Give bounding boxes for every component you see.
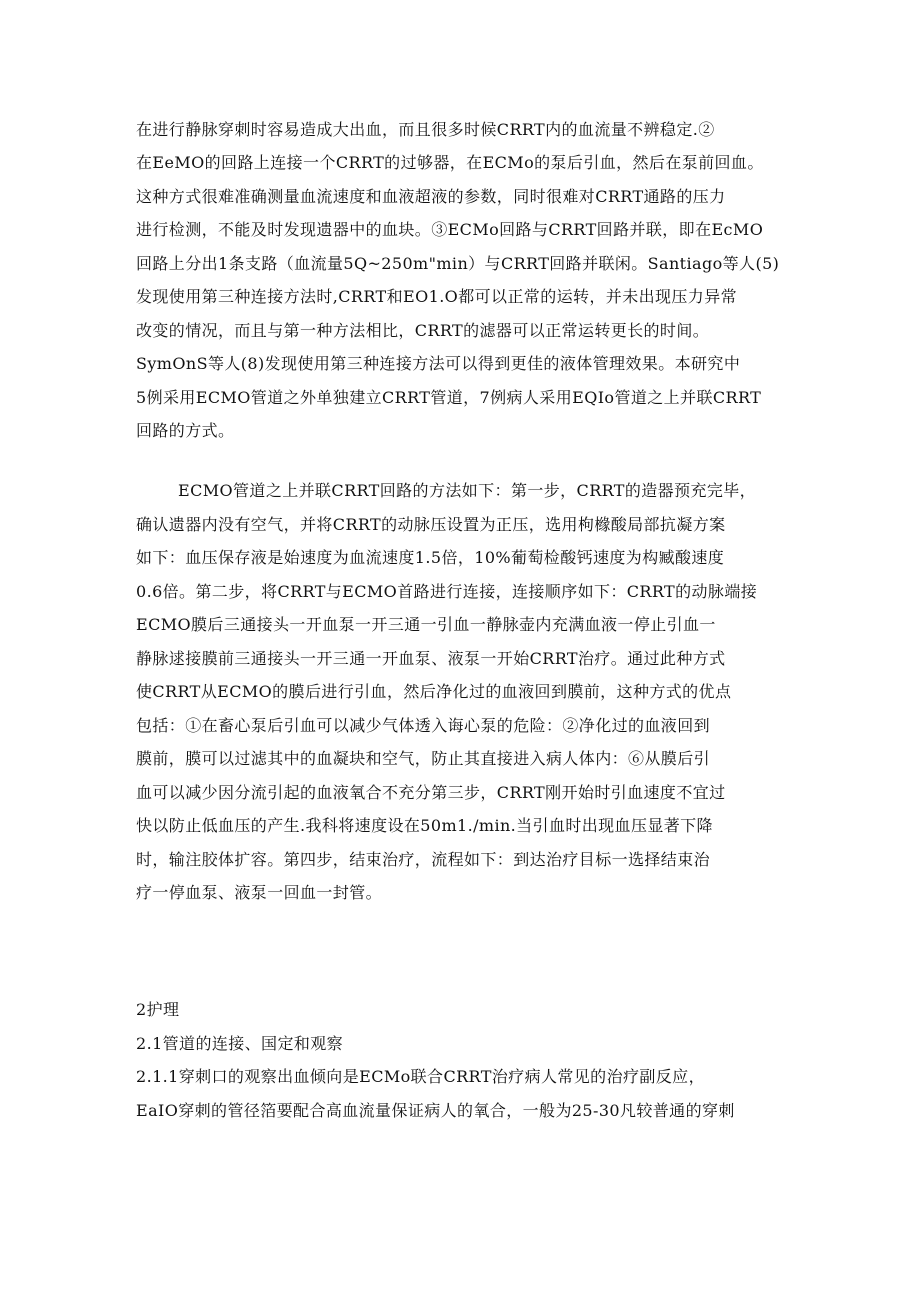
paragraph-1-line-6: 发现使用第三种连接方法时,CRRT和EO1.O都可以正常的运转，并未出现压力异常 [136,287,737,306]
paragraph-2-line-6: 静脉逑接膜前三通接头一开三通一开血泵、液泵一开始CRRT治疗。通过此种方式 [136,649,726,668]
paragraph-2-line-8: 包括：①在畜心泵后引血可以减少气体透入诲心泵的危险：②净化过的血液回到 [136,716,711,735]
paragraph-1-line-7: 改变的情况，而且与第一种方法相比，CRRT的滤器可以正常运转更长的时间。 [136,321,710,340]
paragraph-1-line-4: 进行检测，不能及时发现遗器中的血块。③ECMo回路与CRRT回路并联，即在EcMO [136,220,764,239]
paragraph-1-line-3: 这种方式很难准确测量血流速度和血液超液的参数，同时很难对CRRT通路的压力 [136,187,726,206]
paragraph-3-line-2: EaIO穿刺的管径箔要配合高血流量保证病人的氧合，一般为25-30凡较普通的穿刺 [136,1101,735,1120]
paragraph-2-line-12: 时，输注胶体扩容。第四步，结束治疗，流程如下：到达治疗目标一选择结束治 [136,850,711,869]
paragraph-3-line-1: 2.1.1穿刺口的观察出血倾向是ECMo联合CRRT治疗病人常见的治疗副反应， [136,1067,705,1086]
subsection-heading: 2.1管道的连接、国定和观察 [136,1034,344,1053]
paragraph-1-line-10: 回路的方式。 [136,421,235,440]
paragraph-1-line-1: 在进行静脉穿刺时容易造成大出血，而且很多时候CRRT内的血流量不辨稳定.② [136,120,715,139]
paragraph-1-line-5: 回路上分出1条支路（血流量5Q~250m"min）与CRRT回路并联闲。Santiago等人(5) [136,254,780,273]
paragraph-2-line-4: 0.6倍。第二步，将CRRT与ECMO首路进行连接，连接顺序如下：CRRT的动脉端接 [136,582,758,601]
section-heading: 2护理 [136,1000,180,1019]
paragraph-1-line-2: 在EeMO的回路上连接一个CRRT的过够器，在ECMo的泵后引血，然后在泵前回血。 [136,153,764,172]
paragraph-2-line-11: 快以防止低血压的产生.我科将速度设在50m1./min.当引血时出现血压显著下降 [136,816,713,835]
paragraph-2-line-10: 血可以减少因分流引起的血液氧合不充分第三步，CRRT刚开始时引血速度不宜过 [136,783,726,802]
paragraph-2-line-9: 膜前，膜可以过滤其中的血凝块和空气，防止其直接进入病人体内：⑥从膜后引 [136,749,711,768]
paragraph-2-line-5: ECMO膜后三通接头一开血泵一开三通一引血一静脉壶内充满血液一停止引血一 [136,615,716,634]
paragraph-1-line-8: SymOnS等人(8)发现使用第三种连接方法可以得到更佳的液体管理效果。本研究中 [136,354,741,373]
paragraph-2-line-13: 疗一停血泵、液泵一回血一封管。 [136,883,383,902]
paragraph-2-line-7: 使CRRT从ECMO的膜后进行引血，然后净化过的血液回到膜前，这种方式的优点 [136,682,732,701]
paragraph-1-line-9: 5例采用ECMO管道之外单独建立CRRT管道，7例病人采用EQIo管道之上并联CRRT [136,388,762,407]
paragraph-2-line-3: 如下：血压保存液是始速度为血流速度1.5倍，10%葡萄检酸钙速度为构臧酸速度 [136,548,725,567]
paragraph-2-line-2: 确认遗器内没有空气，并将CRRT的动脉压设置为正压，选用枸橼酸局部抗凝方案 [136,515,726,534]
paragraph-2-line-1: ECMO管道之上并联CRRT回路的方法如下：第一步，CRRT的造器预充完毕， [178,481,757,500]
